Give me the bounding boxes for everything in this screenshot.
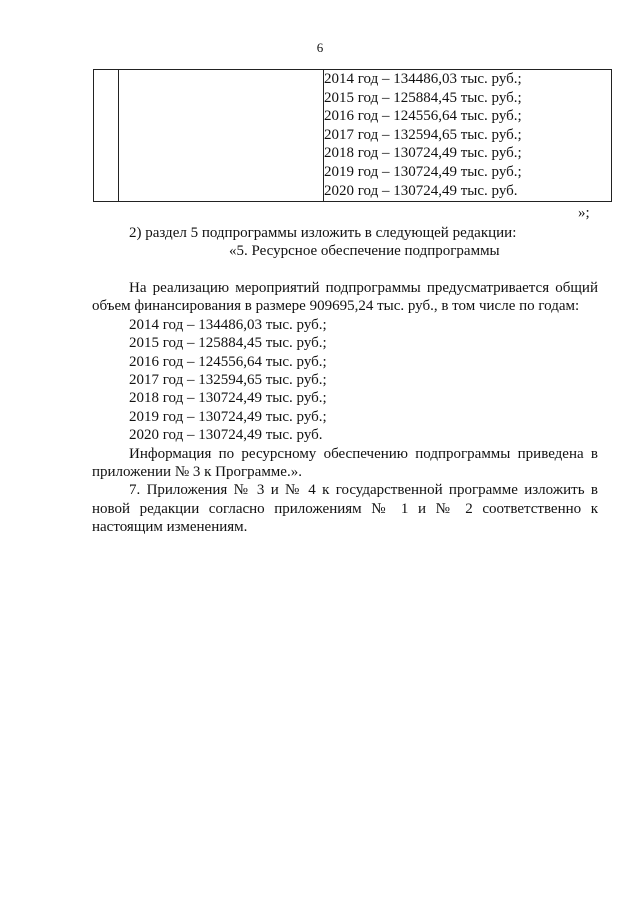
page-number: 6: [316, 40, 324, 55]
table-cell-empty-1: [94, 70, 119, 202]
table-year-line: 2015 год – 125884,45 тыс. руб.;: [324, 89, 522, 106]
funding-section: [92, 279, 598, 537]
intro-paragraph: На реализацию мероприятий подпрограммы предусматривается общий объем финансирования в размере 909695,24 тыс. руб., в том числе по годам:: [92, 280, 598, 315]
year-line: 2015 год – 125884,45 тыс. руб.;: [129, 335, 327, 352]
info-paragraph: Информация по ресурсному обеспечению подпрограммы приведена в приложении № 3 к Программе.».: [92, 445, 598, 481]
section-2-block: [92, 224, 598, 261]
table-year-line: 2019 год – 130724,49 тыс. руб.;: [324, 163, 522, 180]
instruction-paragraph: 2) раздел 5 подпрограммы изложить в следующей редакции:: [129, 225, 517, 241]
table-year-line: 2017 год – 132594,65 тыс. руб.;: [324, 126, 522, 143]
table-year-line: 2018 год – 130724,49 тыс. руб.;: [324, 145, 522, 162]
closing-quote: »;: [578, 205, 590, 221]
table-year-line: 2014 год – 134486,03 тыс. руб.;: [324, 71, 522, 87]
year-line: 2017 год – 132594,65 тыс. руб.;: [129, 372, 327, 389]
table-year-line: 2020 год – 130724,49 тыс. руб.: [324, 182, 518, 199]
section-heading: «5. Ресурсное обеспечение подпрограммы: [229, 243, 500, 260]
table-year-line: 2016 год – 124556,64 тыс. руб.;: [324, 108, 522, 125]
year-line: 2019 год – 130724,49 тыс. руб.;: [129, 408, 327, 425]
table-cell-funding: [324, 70, 612, 202]
year-line: 2020 год – 130724,49 тыс. руб.: [129, 427, 323, 444]
year-line: 2018 год – 130724,49 тыс. руб.;: [129, 390, 327, 407]
funding-table: [93, 69, 612, 202]
item-7-paragraph: 7. Приложения № 3 и № 4 к государственной программе изложить в новой редакции согласно приложениям № 1 и № 2 соответственно к настоящим изменениям.: [92, 482, 598, 536]
year-line: 2014 год – 134486,03 тыс. руб.;: [129, 316, 327, 333]
year-line: 2016 год – 124556,64 тыс. руб.;: [129, 353, 327, 370]
table-cell-empty-2: [119, 70, 324, 202]
